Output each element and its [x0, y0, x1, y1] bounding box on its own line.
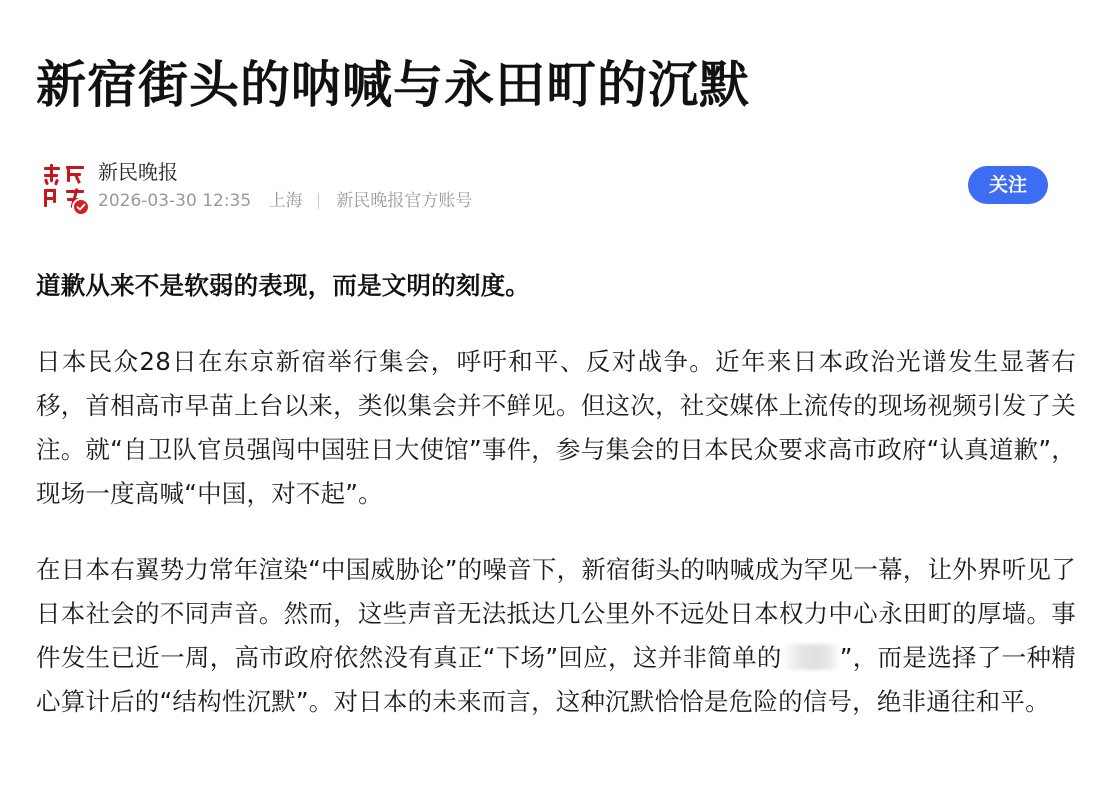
author-name[interactable]: 新民晚报	[98, 160, 178, 184]
body-paragraph-1: 日本民众28日在东京新宿举行集会，呼吁和平、反对战争。近年来日本政治光谱发生显著右移，首相高市早苗上台以来，类似集会并不鲜见。但这次，社交媒体上流传的现场视频引发了关注。就“自卫队官员强闯中国驻日大使馆”事件，参与集会的日本民众要求高市政府“认真道歉”，现场一度高喊“中国，对不起”。	[36, 347, 1076, 508]
post-datetime: 2026-03-30 12:35	[98, 191, 252, 211]
avatar[interactable]	[40, 162, 90, 212]
post-location: 上海	[268, 191, 303, 211]
meta-divider	[318, 193, 319, 209]
article-title: 新宿街头的呐喊与永田町的沉默	[36, 56, 750, 114]
redacted-text-blur	[782, 644, 840, 670]
author-row	[36, 152, 1048, 222]
post-meta	[98, 188, 472, 214]
account-type: 新民晚报官方账号	[336, 191, 473, 211]
paragraph-2-text-after: ”，而是选择了一种精心算计后的“结构性沉默”。对日本的未来而言，这种沉默恰恰是危险的信号，绝非通往和平。	[36, 643, 1076, 716]
paragraph-2-text-before: 在日本右翼势力常年渲染“中国威胁论”的噪音下，新宿街头的呐喊成为罕见一幕，让外界听见了日本社会的不同声音。然而，这些声音无法抵达几公里外不远处日本权力中心永田町的厚墙。事件发生已近一周，高市政府依然没有真正“下场”回应，这并非简单的	[36, 555, 1076, 672]
verified-check-icon	[72, 198, 90, 216]
body-paragraph-2	[36, 548, 1076, 724]
lead-paragraph: 道歉从来不是软弱的表现，而是文明的刻度。	[36, 271, 530, 300]
follow-button[interactable]: 关注	[968, 166, 1048, 204]
